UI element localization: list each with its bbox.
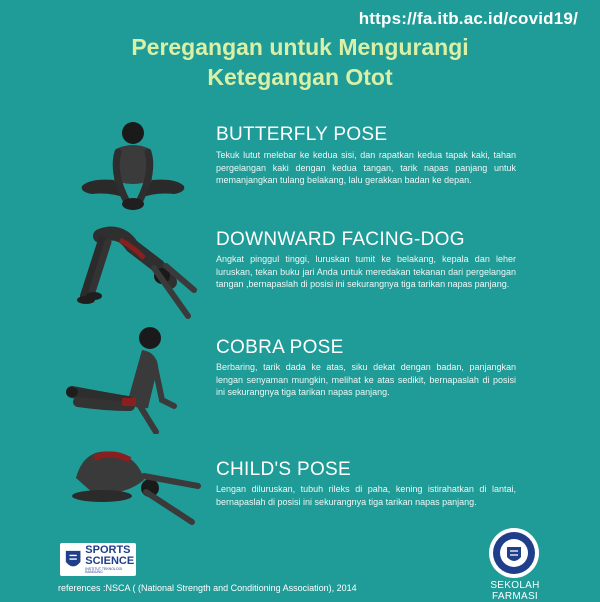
logo-text-science: SCIENCE — [85, 554, 135, 567]
itb-emblem-icon — [64, 548, 82, 572]
pose-desc-childs: Lengan diluruskan, tubuh rileks di paha, kening istirahatkan di lantai, bernapaslah di posisi ini sekurangnya tiga tarikan napas panjang. — [216, 484, 516, 507]
pose-desc-cobra: Berbaring, tarik dada ke atas, siku dekat dengan badan, panjangkan lengan senyaman mungkin, melihat ke atas sedikit, bernapaslah di posisi ini sekurangnya tiga tarikan napas panjang. — [216, 362, 516, 397]
references-text: references :NSCA ( (National Strength and Conditioning Association), 2014 — [58, 583, 357, 593]
pose-title-butterfly: BUTTERFLY POSE — [216, 124, 388, 145]
cobra-pose-photo — [64, 322, 184, 434]
school-name: SEKOLAH FARMASI — [490, 580, 540, 602]
butterfly-pose-photo — [78, 118, 188, 218]
logo-text-sports: SPORTS — [85, 543, 131, 556]
pose-desc-downward-dog: Angkat pinggul tinggi, luruskan tumit ke belakang, kepala dan leher luruskan, tekan buku jari Anda untuk meredakan tekanan dari pergelangan tangan ,bernapaslah di posisi ini sekurangnya tiga tarikan napas panjang. — [216, 254, 516, 289]
page-title — [0, 32, 600, 92]
sports-science-logo — [60, 543, 136, 576]
logo-tagline: INSTITUT TEKNOLOGI BANDUNG — [85, 566, 123, 574]
downward-dog-pose-photo — [70, 226, 200, 328]
pose-desc-butterfly: Tekuk lutut melebar ke kedua sisi, dan rapatkan kedua tapak kaki, tahan pergelangan kaki dengan kedua tangan, tarik napas panjang untuk memanjangkan tulang belakang, lalu gerakkan badan ke depan. — [216, 150, 516, 185]
pose-title-childs: CHILD'S POSE — [216, 459, 351, 480]
source-url: https://fa.itb.ac.id/covid19/ — [358, 9, 578, 28]
pose-title-cobra: COBRA POSE — [216, 337, 344, 358]
title-line-1: Peregangan untuk Mengurangi — [131, 34, 469, 60]
title-line-2: Ketegangan Otot — [207, 64, 393, 90]
school-seal-icon — [488, 527, 540, 579]
pose-title-downward-dog: DOWNWARD FACING-DOG — [216, 229, 465, 250]
childs-pose-photo — [64, 438, 204, 530]
